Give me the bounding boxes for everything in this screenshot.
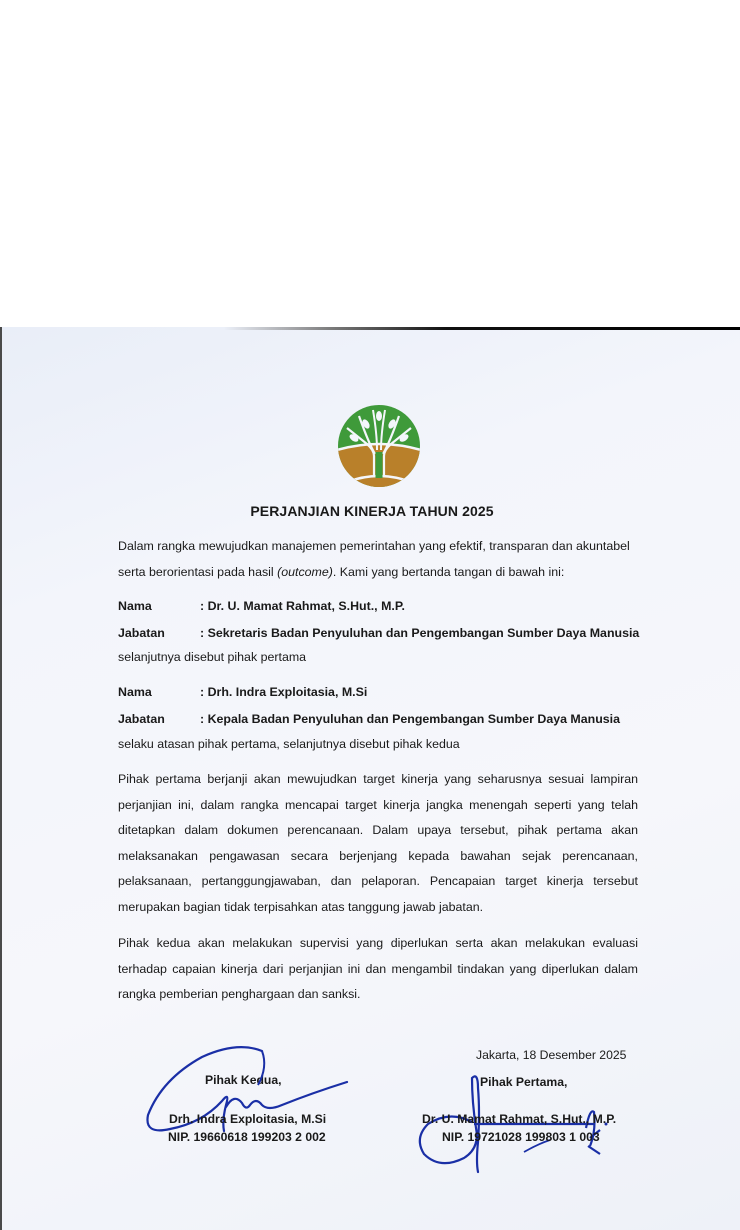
right-signatory-role: Pihak Pertama, xyxy=(480,1075,568,1089)
name-label: Nama xyxy=(118,599,152,613)
party-two-note: selaku atasan pihak pertama, selanjutnya disebut pihak kedua xyxy=(118,737,460,751)
party-one-name-row xyxy=(118,599,405,613)
intro-italic: (outcome) xyxy=(277,564,333,579)
position-label: Jabatan xyxy=(118,626,165,640)
name-value: : Drh. Indra Exploitasia, M.Si xyxy=(200,685,368,699)
intro-text: Dalam rangka mewujudkan manajemen pemerintahan yang efektif, transparan dan akuntabel serta berorientasi pada hasil xyxy=(118,539,630,579)
scanned-page xyxy=(0,327,740,1230)
party-one-position-row xyxy=(118,626,639,640)
supervision-paragraph: Pihak kedua akan melakukan supervisi yang diperlukan serta akan melakukan evaluasi terhadap capaian kinerja dari perjanjian ini dan mengambil tindakan yang diperlukan dalam rangka pemberian penghargaan dan sanksi. xyxy=(118,936,638,1001)
scan-edge-line xyxy=(2,327,740,330)
party-two-name-row xyxy=(118,685,367,699)
position-label: Jabatan xyxy=(118,712,165,726)
intro-paragraph xyxy=(118,534,638,585)
commitment-paragraph: Pihak pertama berjanji akan mewujudkan target kinerja yang seharusnya sesuai lampiran perjanjian ini, dalam rangka mencapai target kinerja jangka menengah seperti yang telah ditetapkan dalam dokumen perencanaan. Dalam upaya tersebut, pihak pertama akan melaksanakan pengawasan secara berjenjang kepada bawahan sejak perencanaan, pelaksanaan, pertanggungjawaban, dan pelaporan. Pencapaian target kinerja tersebut merupakan bagian tidak terpisahkan atas tanggung jawab jabatan. xyxy=(118,772,638,914)
document-title: PERJANJIAN KINERJA TAHUN 2025 xyxy=(250,503,494,519)
tree-logo xyxy=(337,404,421,488)
party-two-position-row xyxy=(118,712,620,726)
right-signatory-name: Dr. U. Mamat Rahmat, S.Hut., M.P. xyxy=(422,1112,617,1126)
name-label: Nama xyxy=(118,685,152,699)
party-one-note: selanjutnya disebut pihak pertama xyxy=(118,650,307,664)
position-value: : Kepala Badan Penyuluhan dan Pengembangan Sumber Daya Manusia xyxy=(200,712,621,726)
position-value: : Sekretaris Badan Penyuluhan dan Pengembangan Sumber Daya Manusia xyxy=(200,626,640,640)
left-signatory-nip: NIP. 19660618 199203 2 002 xyxy=(168,1130,326,1144)
left-signatory-name: Drh. Indra Exploitasia, M.Si xyxy=(169,1112,327,1126)
left-signatory-role: Pihak Kedua, xyxy=(205,1073,282,1087)
name-value: : Dr. U. Mamat Rahmat, S.Hut., M.P. xyxy=(200,599,405,613)
place-date: Jakarta, 18 Desember 2025 xyxy=(476,1048,627,1062)
right-signatory-nip: NIP. 19721028 199803 1 003 xyxy=(442,1130,600,1144)
intro-text-end: . Kami yang bertanda tangan di bawah ini: xyxy=(332,564,565,579)
